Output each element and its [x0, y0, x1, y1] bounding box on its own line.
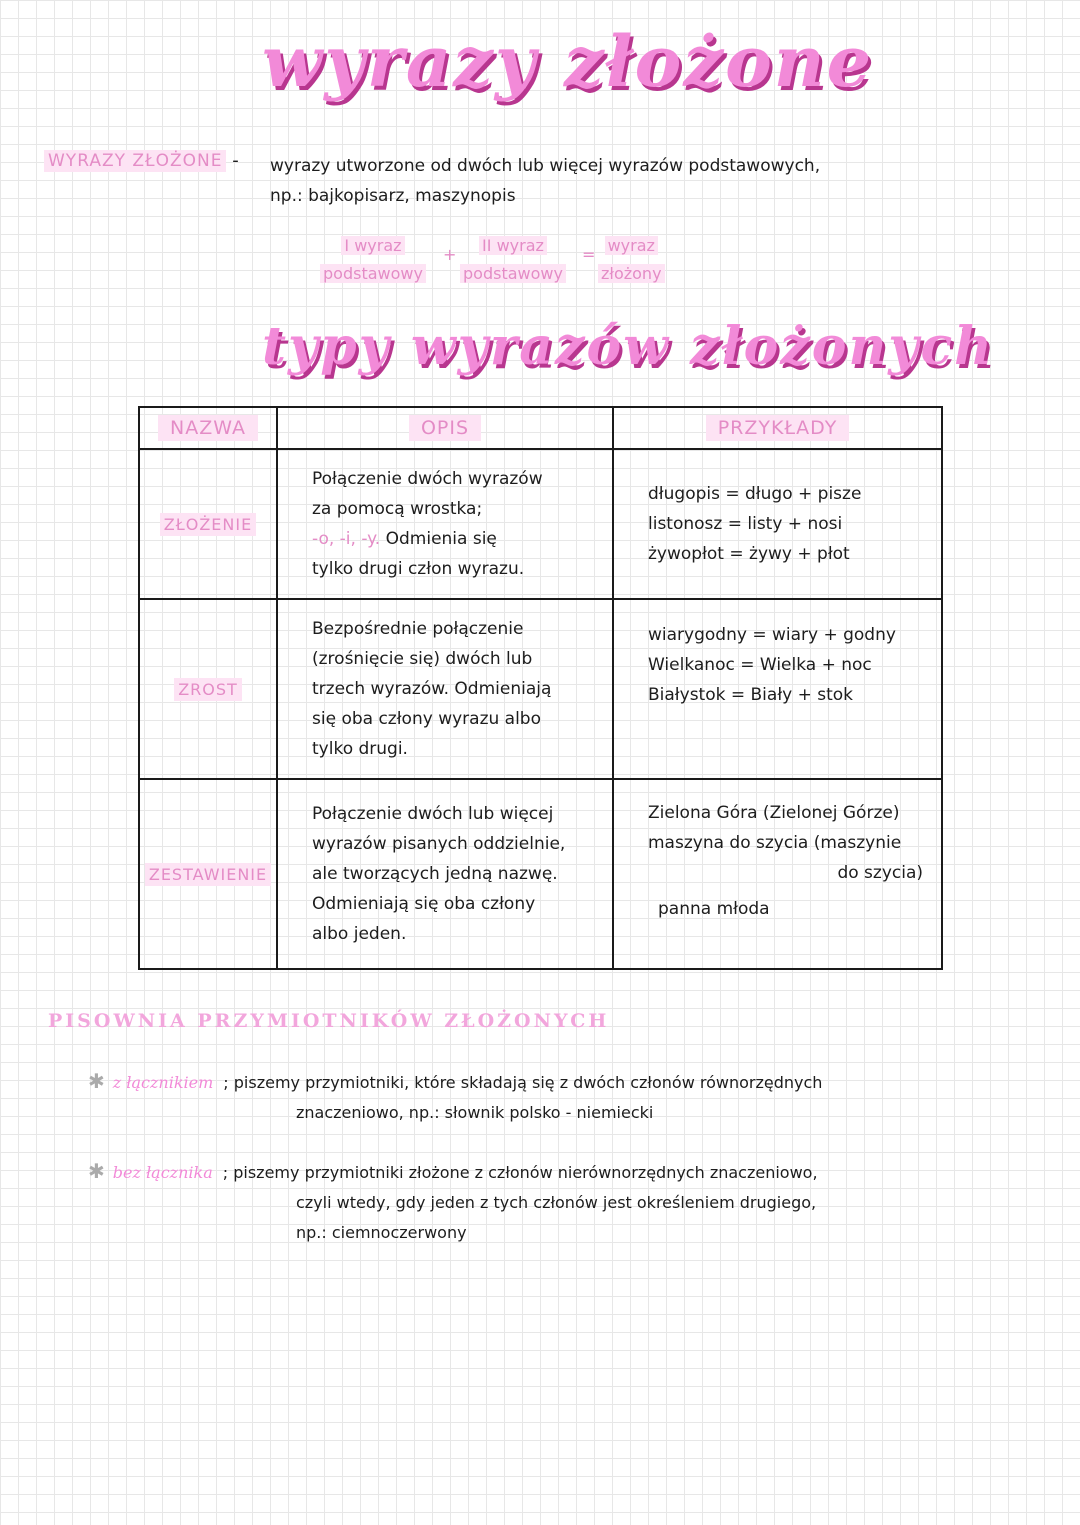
example-line: listonosz = listy + nosi [648, 514, 843, 534]
desc-line: się oba człony wyrazu albo [312, 709, 542, 729]
table-row [139, 449, 942, 599]
desc-suffixes: -o, -i, -y. [312, 529, 381, 549]
example-line: Zielona Góra (Zielonej Górze) [648, 803, 900, 823]
formula-first-line1: I wyraz [341, 236, 404, 255]
table-row [139, 779, 942, 969]
table-row [139, 599, 942, 779]
formula-result [598, 232, 665, 288]
definition-example: np.: bajkopisarz, maszynopis [270, 186, 516, 206]
row-desc-cell [277, 599, 613, 779]
formula-equals: = [582, 245, 596, 264]
spelling-rule-hyphen [88, 1066, 822, 1128]
example-line: Białystok = Biały + stok [648, 685, 854, 705]
header-desc-label: OPIS [409, 415, 481, 441]
header-examples [613, 407, 942, 449]
rule-line: np.: ciemnoczerwony [296, 1223, 467, 1242]
formula-second [460, 232, 566, 288]
header-examples-label: PRZYKŁADY [706, 415, 850, 441]
desc-line: Bezpośrednie połączenie [312, 619, 524, 639]
desc-line: wyrazów pisanych oddzielnie, [312, 834, 566, 854]
row-desc-cell [277, 449, 613, 599]
types-table [138, 406, 943, 970]
asterisk-icon: ✱ [88, 1159, 105, 1183]
rule-line: ; piszemy przymiotniki, które składają się z dwóch członów równorzędnych [223, 1073, 823, 1092]
definition-term: WYRAZY ZŁOŻONE [44, 150, 226, 172]
desc-line: Połączenie dwóch lub więcej [312, 804, 554, 824]
definition-text-block [270, 151, 820, 211]
desc-line: (zrośnięcie się) dwóch lub [312, 649, 533, 669]
rule-line: ; piszemy przymiotniki złożone z członów nierównorzędnych znaczeniowo, [222, 1163, 818, 1182]
example-line: maszyna do szycia (maszynie [648, 833, 902, 853]
formula-first-line2: podstawowy [320, 264, 426, 283]
example-line: wiarygodny = wiary + godny [648, 625, 896, 645]
row-name: ZŁOŻENIE [160, 513, 256, 536]
row-name-cell [139, 449, 277, 599]
rule-line: znaczeniowo, np.: słownik polsko - niemiecki [296, 1103, 654, 1122]
desc-line: ale tworzących jedną nazwę. [312, 864, 558, 884]
rule-key: bez łącznika [112, 1163, 213, 1182]
rule-line: czyli wtedy, gdy jeden z tych członów jest określeniem drugiego, [296, 1193, 817, 1212]
definition-text: wyrazy utworzone od dwóch lub więcej wyrazów podstawowych, [270, 156, 821, 176]
section-title: typy wyrazów złożonych [262, 316, 994, 377]
formula-result-line1: wyraz [605, 236, 658, 255]
page-title: wyrazy złożone [262, 20, 874, 103]
formula-second-line2: podstawowy [460, 264, 566, 283]
desc-line: trzech wyrazów. Odmieniają [312, 679, 552, 699]
desc-line: tylko drugi człon wyrazu. [312, 559, 525, 579]
spelling-rule-no-hyphen [88, 1156, 818, 1248]
table-header-row [139, 407, 942, 449]
formula-plus: + [443, 245, 457, 264]
row-name-cell [139, 779, 277, 969]
example-line: do szycia) [837, 863, 923, 883]
row-examples-cell [613, 599, 942, 779]
formula-second-line1: II wyraz [479, 236, 547, 255]
row-examples-cell [613, 779, 942, 969]
asterisk-icon: ✱ [88, 1069, 105, 1093]
desc-line: tylko drugi. [312, 739, 408, 759]
rule-key: z łącznikiem [112, 1073, 214, 1092]
row-desc-cell [277, 779, 613, 969]
example-line: Wielkanoc = Wielka + noc [648, 655, 872, 675]
desc-line: za pomocą wrostka; [312, 499, 483, 519]
definition-dash: - [232, 150, 239, 171]
formula-result-line2: złożony [598, 264, 665, 283]
formula-first [320, 232, 426, 288]
example-line: żywopłot = żywy + płot [648, 544, 850, 564]
spelling-heading: PISOWNIA PRZYMIOTNIKÓW ZŁOŻONYCH [48, 1010, 610, 1032]
definition-term-row [44, 150, 239, 171]
header-name [139, 407, 277, 449]
row-name: ZESTAWIENIE [145, 863, 271, 886]
desc-line [312, 524, 592, 554]
row-name: ZROST [174, 678, 242, 701]
desc-after: Odmienia się [385, 529, 497, 549]
desc-line: Odmieniają się oba człony [312, 894, 536, 914]
row-name-cell [139, 599, 277, 779]
example-line: długopis = długo + pisze [648, 484, 862, 504]
example-line: panna młoda [658, 899, 770, 919]
row-examples-cell [613, 449, 942, 599]
header-name-label: NAZWA [158, 415, 258, 441]
header-desc [277, 407, 613, 449]
desc-line: Połączenie dwóch wyrazów [312, 469, 543, 489]
desc-line: albo jeden. [312, 924, 407, 944]
